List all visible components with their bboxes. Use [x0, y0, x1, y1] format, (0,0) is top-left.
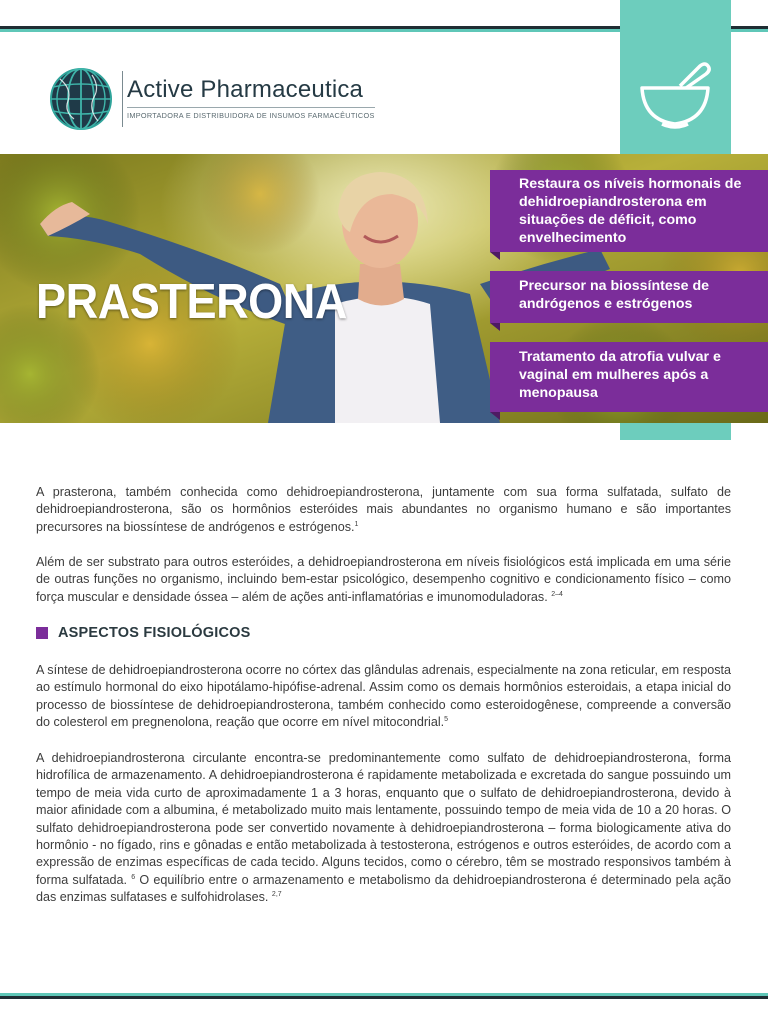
section-title: ASPECTOS FISIOLÓGICOS: [58, 625, 251, 641]
benefit-notch-1: [490, 252, 500, 260]
intro-paragraph-1-text: A prasterona, também conhecida como dehidroepiandrosterona, juntamente com sua forma sulfatada, sulfato de dehidroepiandrosterona, são os hormônios esteróides mais abundantes no organismo humano e são importantes precursores na biossíntese de andrógenos e estrógenos.: [36, 485, 731, 534]
reference-marker: 5: [444, 716, 449, 724]
benefit-callout-3: Tratamento da atrofia vulvar e vaginal em mulheres após a menopausa: [490, 342, 768, 412]
intro-paragraph-2: [36, 554, 731, 606]
globe-icon: [48, 67, 114, 131]
page-title: PRASTERONA: [36, 275, 347, 329]
intro-paragraph-2-text: Além de ser substrato para outros esteróides, a dehidroepiandrosterona em níveis fisiológicos está implicada em uma série de outras funções no organismo, incluindo bem-estar psicológico, desempenho cognitivo e condicionamento físico – como força muscular e densidade óssea – além de ações anti-inflamatórias e imunomoduladoras.: [36, 555, 731, 604]
reference-marker: 2,7: [271, 891, 282, 899]
mortar-pestle-icon: [634, 58, 718, 134]
intro-paragraph-1: [36, 484, 731, 536]
section-paragraph-1-text: A síntese de dehidroepiandrosterona ocorre no córtex das glândulas adrenais, especialmente na zona reticular, em resposta ao estímulo hormonal do eixo hipotálamo-hipófise-adrenal. Assim como os demais hormônios esteroidais, a etapa inicial do processo de biossíntese de dehidroepiandrosterona, também conhecido como esteroidogênese, compreende a conversão do colesterol em pregnenolona, reação que ocorre em nível mitocondrial.: [36, 663, 731, 730]
brand-name: Active Pharmaceutica: [127, 76, 364, 103]
brand-tagline: IMPORTADORA E DISTRIBUIDORA DE INSUMOS FARMACÊUTICOS: [127, 107, 375, 120]
benefit-notch-2: [490, 323, 500, 331]
section-paragraph-2-text-a: A dehidroepiandrosterona circulante encontra-se predominantemente como sulfato de dehidroepiandrosterona, forma hidrofílica de armazenamento. A dehidroepiandrosterona é rapidamente metabolizada e excretada do sangue possuindo um tempo de meia vida curto de aproximadamente 1 a 3 horas, enquanto que o sulfato de dehidroepiandrosterona, devido à maior afinidade com a albumina, é metabolizado muito mais lentamente, possuindo tempo de meia vida de 10 a 20 horas. O sulfato dehidroepiandrosterona pode ser convertido novamente à dehidroepiandrosterona – forma biologicamente ativa do hormônio - no fígado, rins e gônadas e então metabolizada à testosterona, estrógenos e outros esteróides, de acordo com a expressão de enzimas específicas de cada tecido. Alguns tecidos, como o cérebro, têm se mostrado responsivos também à forma sulfatada.: [36, 751, 731, 887]
logo-divider: [122, 71, 123, 127]
benefit-callout-2: Precursor na biossíntese de andrógenos e estrógenos: [490, 271, 768, 323]
section-heading: [36, 625, 250, 641]
section-paragraph-2-text-b: O equilíbrio entre o armazenamento e metabolismo da dehidroepiandrosterona é determinado pela ação das enzimas sulfatases e sulfohidrolases.: [36, 872, 732, 905]
reference-marker: 2–4: [551, 590, 563, 598]
reference-marker: 6: [131, 873, 136, 881]
benefit-callout-1: Restaura os níveis hormonais de dehidroepiandrosterona em situações de déficit, como envelhecimento: [490, 170, 768, 252]
brand-text: [127, 78, 375, 120]
section-paragraph-1: [36, 662, 731, 732]
brand-logo: [48, 67, 375, 131]
bottom-rule: [0, 996, 768, 999]
reference-marker: 1: [354, 520, 359, 528]
section-bullet-icon: [36, 627, 48, 639]
benefit-notch-3: [490, 412, 500, 420]
section-paragraph-2: [36, 750, 731, 907]
